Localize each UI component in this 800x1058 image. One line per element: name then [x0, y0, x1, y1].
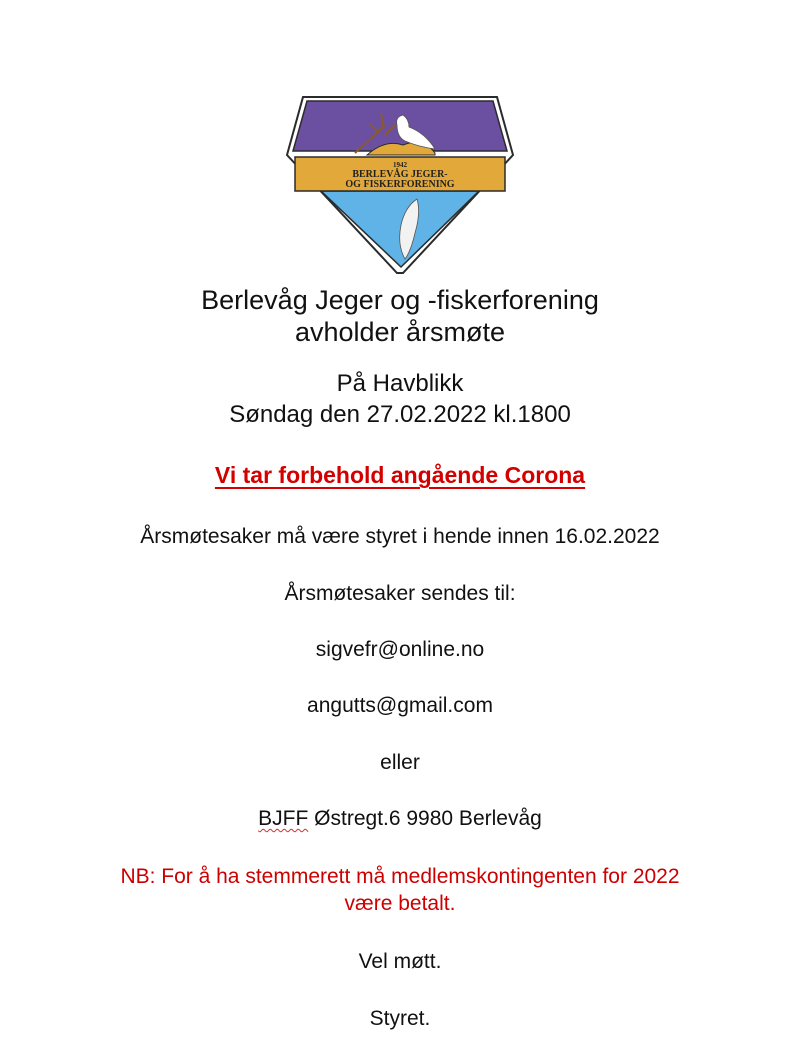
email-link-2[interactable]: angutts@gmail.com [307, 694, 493, 717]
email-link-1[interactable]: sigvefr@online.no [315, 638, 485, 661]
send-to-label: Årsmøtesaker sendes til: [284, 582, 516, 605]
svg-text:1942: 1942 [393, 161, 407, 169]
svg-text:BERLEVÅG JEGER-: BERLEVÅG JEGER- [352, 169, 448, 180]
title-line-1: Berlevåg Jeger og -fiskerforening [201, 285, 599, 315]
signature: Styret. [369, 1007, 431, 1030]
or-text: eller [380, 751, 420, 774]
meeting-location: På Havblikk [336, 370, 464, 397]
nb-voting-notice-line-1: NB: For å ha stemmerett må medlemskontingenten for 2022 [120, 865, 680, 888]
club-logo [285, 95, 515, 275]
postal-address [0, 806, 800, 832]
address-street: Østregt.6 9980 Berlevåg [308, 807, 542, 830]
corona-warning: Vi tar forbehold angående Corona [214, 462, 586, 488]
meeting-datetime: Søndag den 27.02.2022 kl.1800 [229, 401, 571, 428]
svg-text:OG FISKERFORENING: OG FISKERFORENING [345, 179, 455, 190]
nb-voting-notice-line-2: være betalt. [344, 892, 456, 915]
submission-deadline: Årsmøtesaker må være styret i hende innen 16.02.2022 [140, 525, 660, 548]
closing-greeting: Vel møtt. [358, 950, 442, 973]
club-emblem-icon [285, 95, 515, 275]
address-abbreviation: BJFF [258, 807, 309, 830]
title-line-2: avholder årsmøte [294, 317, 506, 347]
